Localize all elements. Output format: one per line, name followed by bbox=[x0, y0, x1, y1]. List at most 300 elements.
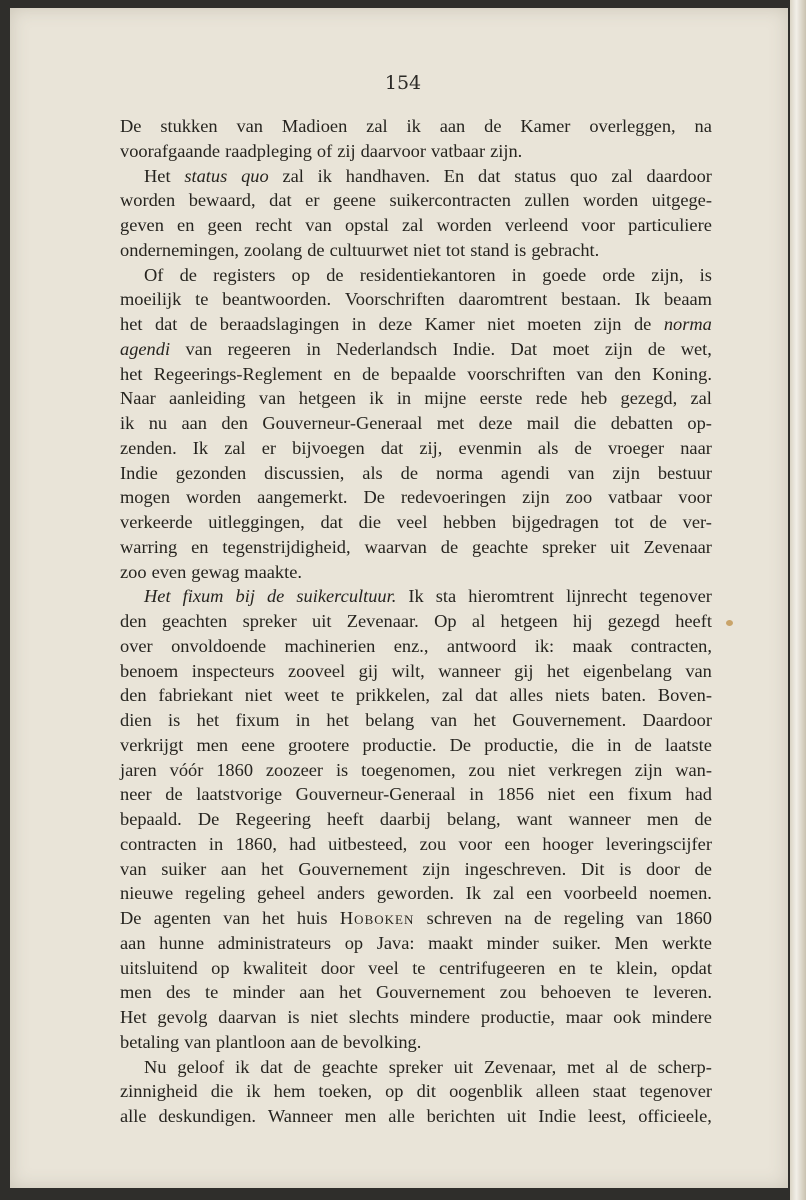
word: men bbox=[120, 982, 152, 1003]
word: na bbox=[504, 908, 522, 928]
word: geheel bbox=[257, 883, 306, 904]
word: niet bbox=[507, 759, 536, 780]
text-line bbox=[120, 139, 712, 164]
word: uit bbox=[312, 611, 332, 631]
word: voor bbox=[581, 215, 616, 235]
text-line bbox=[120, 337, 712, 362]
word: redevoeringen bbox=[400, 487, 507, 508]
word: bestuur bbox=[657, 462, 712, 483]
word: had bbox=[289, 833, 316, 854]
word: suiker. bbox=[552, 932, 601, 953]
word: particuliere bbox=[628, 215, 712, 235]
word: zou bbox=[468, 759, 496, 780]
word: voorbeeld bbox=[563, 883, 638, 904]
word: vatbaar bbox=[608, 487, 663, 508]
word: fixum bbox=[235, 710, 280, 730]
word: voorafgaande bbox=[120, 140, 221, 161]
word: de bbox=[165, 784, 183, 805]
word: hunne bbox=[159, 932, 205, 953]
word: Madioen bbox=[281, 116, 348, 136]
text-line bbox=[120, 634, 712, 659]
word: op- bbox=[687, 413, 712, 433]
word: ik: bbox=[534, 635, 555, 656]
word: productie, bbox=[484, 734, 559, 755]
word: Men bbox=[614, 932, 649, 953]
word: in bbox=[607, 734, 622, 755]
word: te bbox=[589, 957, 603, 978]
word: Boven- bbox=[657, 685, 712, 706]
word: ik bbox=[317, 165, 332, 186]
word: zijn bbox=[422, 858, 450, 879]
text-line bbox=[120, 980, 712, 1005]
word: men bbox=[196, 734, 229, 755]
word: vroeger bbox=[607, 437, 665, 458]
word: verleend bbox=[504, 215, 569, 235]
word: eerste bbox=[479, 388, 523, 409]
word: geworden. bbox=[376, 883, 454, 904]
word: zal bbox=[282, 165, 304, 186]
word: er bbox=[305, 190, 320, 211]
word: rede bbox=[535, 388, 568, 409]
word: niet bbox=[413, 239, 441, 260]
text-line bbox=[120, 164, 712, 189]
word: Indie bbox=[538, 1106, 577, 1126]
word: is bbox=[619, 858, 632, 879]
word: zoozeer bbox=[265, 759, 324, 780]
word: die bbox=[573, 413, 597, 433]
word: spreker bbox=[388, 1056, 443, 1077]
word: wan- bbox=[675, 759, 712, 780]
word: ook bbox=[613, 1007, 641, 1027]
word: Dit bbox=[580, 858, 605, 879]
word: hetgeen bbox=[500, 611, 558, 631]
word: des bbox=[166, 982, 191, 1003]
word: veel bbox=[368, 957, 399, 978]
word: deze bbox=[378, 314, 413, 334]
word: zal bbox=[441, 685, 464, 706]
word: regeeren bbox=[227, 338, 291, 359]
text-line bbox=[120, 807, 712, 832]
word: is bbox=[287, 1007, 300, 1027]
text-line bbox=[120, 758, 712, 783]
text-line bbox=[120, 683, 712, 708]
word: dit bbox=[416, 1081, 436, 1102]
word: 1860 bbox=[216, 759, 254, 780]
word: die bbox=[571, 734, 594, 755]
word: zoolang bbox=[244, 239, 303, 260]
word: niet bbox=[547, 784, 576, 805]
word: van bbox=[236, 116, 264, 136]
text-line bbox=[120, 906, 712, 931]
word: gezonden bbox=[175, 462, 247, 483]
word: zijn bbox=[522, 487, 550, 508]
word: heeft bbox=[327, 809, 364, 829]
text-line bbox=[120, 461, 712, 486]
word: De bbox=[449, 734, 472, 755]
word: hieromtrent bbox=[468, 586, 555, 607]
word: op bbox=[211, 957, 230, 978]
word: tot bbox=[614, 512, 634, 532]
word: en bbox=[191, 536, 209, 557]
word: en bbox=[333, 363, 351, 384]
word: in bbox=[306, 338, 321, 359]
word: eene bbox=[241, 734, 275, 755]
word: de bbox=[534, 908, 552, 928]
text-line bbox=[120, 931, 712, 956]
word: Ik bbox=[465, 883, 482, 904]
word: registers bbox=[213, 264, 276, 285]
word: leveringscijfer bbox=[605, 833, 712, 854]
word: alle bbox=[388, 1106, 415, 1126]
word: anders bbox=[316, 883, 365, 904]
word: belang, bbox=[446, 809, 501, 829]
word: zijn bbox=[612, 462, 640, 483]
word: hetgeen bbox=[298, 388, 356, 409]
word: er bbox=[261, 437, 277, 458]
word: den bbox=[120, 685, 147, 706]
word: wet, bbox=[680, 338, 712, 359]
word: De bbox=[363, 487, 385, 508]
word: de bbox=[179, 264, 197, 285]
word: verkregen bbox=[548, 759, 622, 780]
text-line bbox=[120, 1104, 712, 1129]
word: daaromtrent bbox=[458, 289, 548, 310]
word: uitgege- bbox=[651, 190, 712, 211]
word: niet bbox=[310, 1007, 338, 1027]
word: aanleiding bbox=[169, 388, 246, 409]
word: Wanneer bbox=[267, 1106, 333, 1126]
word: De bbox=[120, 116, 142, 136]
word: de bbox=[189, 314, 208, 334]
word: agendi bbox=[120, 338, 171, 359]
word: zal bbox=[492, 883, 515, 904]
word: worden bbox=[186, 487, 242, 508]
word: te bbox=[205, 982, 219, 1003]
word: geachte bbox=[321, 1056, 378, 1077]
word: het bbox=[120, 363, 143, 384]
word: met bbox=[567, 1056, 595, 1077]
word: voorschriften bbox=[467, 363, 566, 384]
word: fabriekant bbox=[158, 685, 233, 706]
word: maar bbox=[565, 1007, 603, 1027]
word: Gouvernement bbox=[298, 858, 408, 879]
word: Kamer bbox=[424, 314, 475, 334]
word: maakt bbox=[428, 932, 474, 953]
word: contracten bbox=[120, 833, 197, 854]
word: Het bbox=[144, 586, 171, 607]
text-line bbox=[120, 411, 712, 436]
word: heeft bbox=[675, 611, 712, 631]
word: gij bbox=[514, 660, 534, 681]
word: van bbox=[685, 660, 712, 681]
page-edge bbox=[790, 0, 806, 1200]
word: minder bbox=[232, 982, 285, 1003]
text-line bbox=[120, 510, 712, 535]
text-line bbox=[120, 782, 712, 807]
word: is bbox=[168, 710, 181, 730]
word: daarvoor bbox=[360, 140, 426, 161]
word: mijne bbox=[424, 388, 467, 409]
word: gebracht. bbox=[531, 239, 600, 260]
word: opdat bbox=[671, 957, 712, 978]
word: deskundigen. bbox=[158, 1106, 256, 1126]
word: jaren bbox=[120, 759, 157, 780]
word: den bbox=[120, 611, 147, 631]
word: of bbox=[316, 140, 333, 161]
word: antwoord bbox=[446, 635, 517, 656]
word: moeten bbox=[527, 314, 582, 334]
word: de bbox=[694, 809, 712, 829]
word: geene bbox=[333, 190, 376, 211]
paper-stain bbox=[726, 620, 733, 626]
word: stand bbox=[470, 239, 510, 260]
word: daarbij bbox=[379, 809, 431, 829]
word: te bbox=[412, 957, 426, 978]
word: tegenover bbox=[639, 1081, 712, 1102]
text-line bbox=[120, 188, 712, 213]
word: slechts bbox=[348, 1007, 399, 1027]
word: toeken, bbox=[318, 1081, 373, 1102]
word: is bbox=[699, 264, 712, 285]
word: uit bbox=[506, 1106, 527, 1126]
word: een bbox=[526, 883, 552, 904]
word: zijn. bbox=[490, 140, 523, 161]
text-line bbox=[120, 535, 712, 560]
word: minder bbox=[486, 932, 539, 953]
word: Het bbox=[144, 165, 171, 186]
word: Op bbox=[434, 611, 457, 631]
word: hem bbox=[273, 1081, 306, 1102]
word: het bbox=[196, 710, 220, 730]
word: zal bbox=[366, 116, 388, 136]
word: na bbox=[694, 116, 712, 136]
word: over bbox=[120, 635, 153, 656]
word: worden bbox=[120, 190, 176, 211]
word: ingeschreven. bbox=[464, 858, 567, 879]
word: alles bbox=[509, 685, 544, 706]
word: gewag bbox=[191, 561, 240, 582]
word: laatstvorige bbox=[196, 784, 283, 805]
word: Daardoor bbox=[642, 710, 712, 730]
word: vóór bbox=[169, 759, 204, 780]
word: handhaven. bbox=[345, 165, 431, 186]
text-line bbox=[120, 263, 712, 288]
word: spreker bbox=[542, 536, 597, 557]
word: enz., bbox=[393, 635, 429, 656]
word: norma bbox=[435, 462, 483, 483]
word: status bbox=[514, 165, 557, 186]
word: worden bbox=[436, 215, 492, 235]
word: geachte bbox=[472, 536, 529, 557]
word: opstal bbox=[344, 215, 389, 235]
word: van bbox=[567, 462, 595, 483]
word: En bbox=[443, 165, 465, 186]
word: maak bbox=[572, 635, 613, 656]
word: geven bbox=[120, 215, 164, 235]
word: zal bbox=[402, 215, 424, 235]
text-line bbox=[120, 436, 712, 461]
word: zullen bbox=[524, 190, 570, 211]
text-line bbox=[120, 609, 712, 634]
word: geen bbox=[207, 215, 243, 235]
word: in bbox=[511, 264, 527, 285]
word: in bbox=[295, 710, 311, 730]
word: agendi bbox=[500, 462, 550, 483]
word: Ik bbox=[634, 289, 651, 310]
word: 1860, bbox=[235, 833, 277, 854]
word: lijnrecht bbox=[566, 586, 628, 607]
word: al bbox=[471, 611, 486, 631]
word: waarvan bbox=[364, 536, 427, 557]
word: kwaliteit bbox=[243, 957, 308, 978]
word: zij, bbox=[419, 437, 443, 458]
text-line bbox=[120, 386, 712, 411]
word: als bbox=[362, 462, 383, 483]
word: en bbox=[177, 215, 195, 235]
word: naar bbox=[680, 437, 712, 458]
word: door bbox=[646, 858, 680, 879]
word: den bbox=[614, 363, 641, 384]
word: uit bbox=[453, 1056, 474, 1077]
word: dat bbox=[260, 1056, 283, 1077]
word: baten. bbox=[601, 685, 646, 706]
word: suikercultuur. bbox=[296, 586, 397, 607]
word: betaling bbox=[120, 1031, 180, 1052]
word: belang bbox=[365, 710, 415, 730]
word: zoo bbox=[565, 487, 593, 508]
word: laatste bbox=[664, 734, 712, 755]
word: van bbox=[305, 215, 332, 235]
text-line bbox=[120, 238, 712, 263]
word: in bbox=[208, 833, 224, 854]
text-line bbox=[120, 733, 712, 758]
word: onvoldoende bbox=[171, 635, 267, 656]
word: hooger bbox=[542, 833, 594, 854]
word: het bbox=[473, 710, 496, 730]
word: moet bbox=[552, 338, 590, 359]
word: dat bbox=[380, 437, 404, 458]
word: dat bbox=[475, 685, 498, 706]
word: de bbox=[694, 858, 712, 879]
word: warring bbox=[120, 536, 178, 557]
word: berichten bbox=[426, 1106, 496, 1126]
word: in bbox=[396, 388, 412, 409]
word: recht bbox=[255, 215, 293, 235]
word: van bbox=[258, 388, 286, 409]
text-line bbox=[120, 287, 712, 312]
word: men bbox=[344, 1106, 377, 1126]
word: sta bbox=[435, 586, 457, 607]
text-line bbox=[120, 857, 712, 882]
text-line bbox=[120, 362, 712, 387]
word: contracten, bbox=[630, 635, 712, 656]
text-line bbox=[120, 213, 712, 238]
word: spreker bbox=[242, 611, 297, 631]
word: Java: bbox=[376, 932, 415, 953]
word: geachten bbox=[161, 611, 228, 631]
word: benoem bbox=[120, 660, 179, 681]
word: dat bbox=[320, 512, 343, 532]
word: zinnigheid bbox=[120, 1081, 198, 1102]
word: wanneer bbox=[438, 660, 501, 681]
word: raadpleging bbox=[225, 140, 312, 161]
word: centrifugeeren bbox=[438, 957, 546, 978]
word: van bbox=[430, 710, 458, 730]
word: officieele, bbox=[638, 1106, 712, 1126]
word: heb bbox=[580, 388, 608, 409]
text-line bbox=[120, 881, 712, 906]
word: goede bbox=[542, 264, 587, 285]
word: zoo bbox=[120, 561, 147, 582]
word: voor bbox=[458, 833, 493, 854]
word: Regeerings-Reglement bbox=[153, 363, 323, 384]
word: huis bbox=[296, 908, 328, 928]
word: Gouverneur-Generaal bbox=[295, 784, 456, 805]
word: hebben bbox=[443, 512, 497, 532]
word: De bbox=[197, 809, 220, 829]
word: van bbox=[576, 363, 604, 384]
word: de bbox=[484, 116, 502, 136]
text-line bbox=[120, 485, 712, 510]
word: de bbox=[320, 1031, 339, 1052]
word: de bbox=[649, 512, 667, 532]
word: Indie. bbox=[452, 338, 496, 359]
word: bij bbox=[235, 586, 255, 607]
word: ik bbox=[120, 413, 135, 433]
word: bestaan. bbox=[561, 289, 621, 310]
word: fixum bbox=[627, 784, 672, 805]
word: aan bbox=[439, 116, 466, 136]
text-line bbox=[120, 956, 712, 981]
word: geloof bbox=[177, 1056, 225, 1077]
word: gij bbox=[358, 660, 379, 681]
word: mindere bbox=[409, 1007, 470, 1027]
word: beraadslagingen bbox=[219, 314, 340, 334]
word: daarvan bbox=[218, 1007, 277, 1027]
text-line bbox=[120, 1030, 712, 1055]
word: ik bbox=[246, 1081, 261, 1102]
word: aan bbox=[299, 982, 325, 1003]
word: mail bbox=[526, 413, 560, 433]
word: niet bbox=[487, 314, 515, 334]
word: regeling bbox=[563, 908, 624, 928]
word: uit bbox=[610, 536, 630, 557]
word: leveren. bbox=[653, 982, 712, 1003]
word: noemen. bbox=[649, 883, 712, 904]
word: zou bbox=[499, 982, 527, 1003]
word: vatbaar bbox=[430, 140, 486, 161]
word: aangemerkt. bbox=[257, 487, 348, 508]
word: Dat bbox=[510, 338, 538, 359]
word: regeling bbox=[184, 883, 246, 904]
word: op bbox=[344, 932, 364, 953]
word: van bbox=[223, 908, 250, 928]
word: die bbox=[210, 1081, 234, 1102]
word: verkeerde bbox=[120, 512, 193, 532]
word: het bbox=[262, 908, 285, 928]
text-line bbox=[120, 312, 712, 337]
word: Of bbox=[144, 264, 164, 285]
word: uitsluitend bbox=[120, 957, 198, 978]
word: Naar bbox=[120, 388, 156, 409]
word: van bbox=[184, 1031, 211, 1052]
word: als bbox=[537, 437, 559, 458]
word: Regeering bbox=[235, 809, 311, 829]
word: bepaalde bbox=[390, 363, 457, 384]
word: toegenomen, bbox=[361, 759, 456, 780]
word: orde bbox=[602, 264, 636, 285]
word: met bbox=[436, 413, 465, 433]
